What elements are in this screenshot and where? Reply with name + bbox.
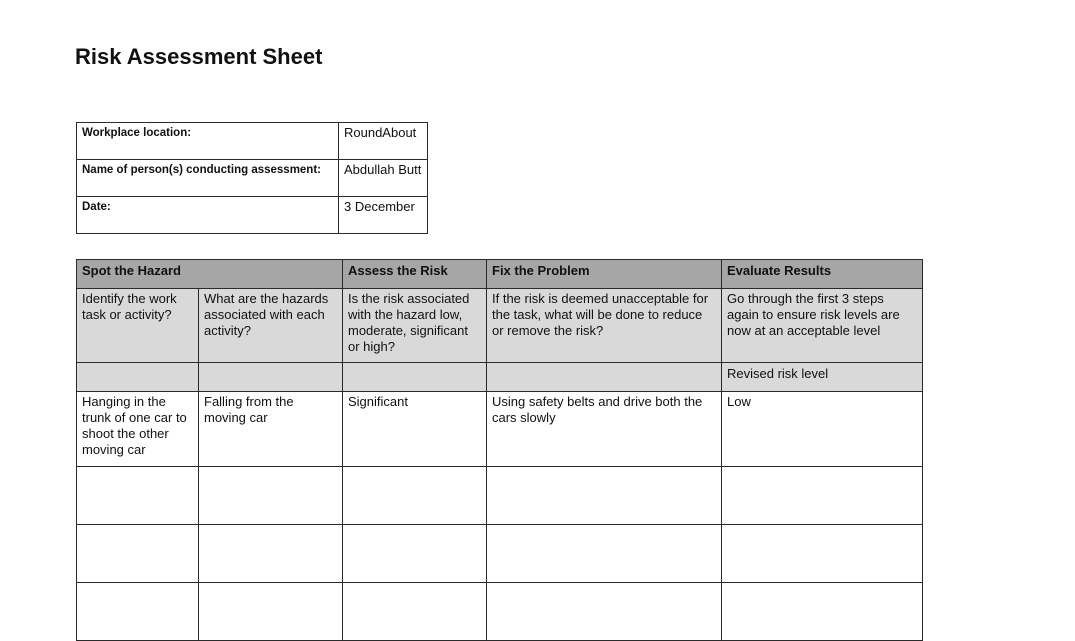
empty-row	[77, 467, 923, 525]
empty-cell	[77, 525, 199, 583]
subheader-evaluate: Go through the first 3 steps again to ensure risk levels are now at an acceptable level	[722, 289, 923, 363]
empty-cell	[199, 525, 343, 583]
assessor-value: Abdullah Butt	[339, 160, 428, 197]
assessment-info-table	[76, 122, 428, 234]
empty-cell	[722, 525, 923, 583]
empty-cell	[199, 467, 343, 525]
empty-cell	[77, 363, 199, 392]
location-row	[77, 123, 428, 160]
header-assess-risk: Assess the Risk	[343, 260, 487, 289]
page-title: Risk Assessment Sheet	[75, 44, 323, 69]
header-spot-hazard: Spot the Hazard	[77, 260, 343, 289]
empty-row	[77, 583, 923, 641]
revised-label-row	[77, 363, 923, 392]
empty-cell	[343, 363, 487, 392]
assessor-row	[77, 160, 428, 197]
subheader-risk: Is the risk associated with the hazard low, moderate, significant or high?	[343, 289, 487, 363]
empty-cell	[343, 525, 487, 583]
empty-cell	[722, 583, 923, 641]
empty-cell	[487, 583, 722, 641]
subheader-task: Identify the work task or activity?	[77, 289, 199, 363]
assessor-label: Name of person(s) conducting assessment:	[77, 160, 339, 197]
subheader-row	[77, 289, 923, 363]
location-label: Workplace location:	[77, 123, 339, 160]
date-row	[77, 197, 428, 234]
empty-row	[77, 525, 923, 583]
location-value: RoundAbout	[339, 123, 428, 160]
empty-cell	[487, 363, 722, 392]
risk-assessment-table	[76, 259, 923, 641]
empty-cell	[487, 467, 722, 525]
header-fix-problem: Fix the Problem	[487, 260, 722, 289]
empty-cell	[199, 363, 343, 392]
task-cell: Hanging in the trunk of one car to shoot the other moving car	[77, 392, 199, 467]
subheader-fix: If the risk is deemed unacceptable for the task, what will be done to reduce or remove the risk?	[487, 289, 722, 363]
revised-level-cell: Low	[722, 392, 923, 467]
empty-cell	[199, 583, 343, 641]
empty-cell	[487, 525, 722, 583]
hazard-cell: Falling from the moving car	[199, 392, 343, 467]
header-row	[77, 260, 923, 289]
revised-risk-label: Revised risk level	[722, 363, 923, 392]
subheader-hazards: What are the hazards associated with each activity?	[199, 289, 343, 363]
fix-cell: Using safety belts and drive both the cars slowly	[487, 392, 722, 467]
header-evaluate-results: Evaluate Results	[722, 260, 923, 289]
empty-cell	[722, 467, 923, 525]
date-value: 3 December	[339, 197, 428, 234]
empty-cell	[77, 467, 199, 525]
risk-level-cell: Significant	[343, 392, 487, 467]
table-row	[77, 392, 923, 467]
empty-cell	[77, 583, 199, 641]
empty-cell	[343, 583, 487, 641]
empty-cell	[343, 467, 487, 525]
date-label: Date:	[77, 197, 339, 234]
